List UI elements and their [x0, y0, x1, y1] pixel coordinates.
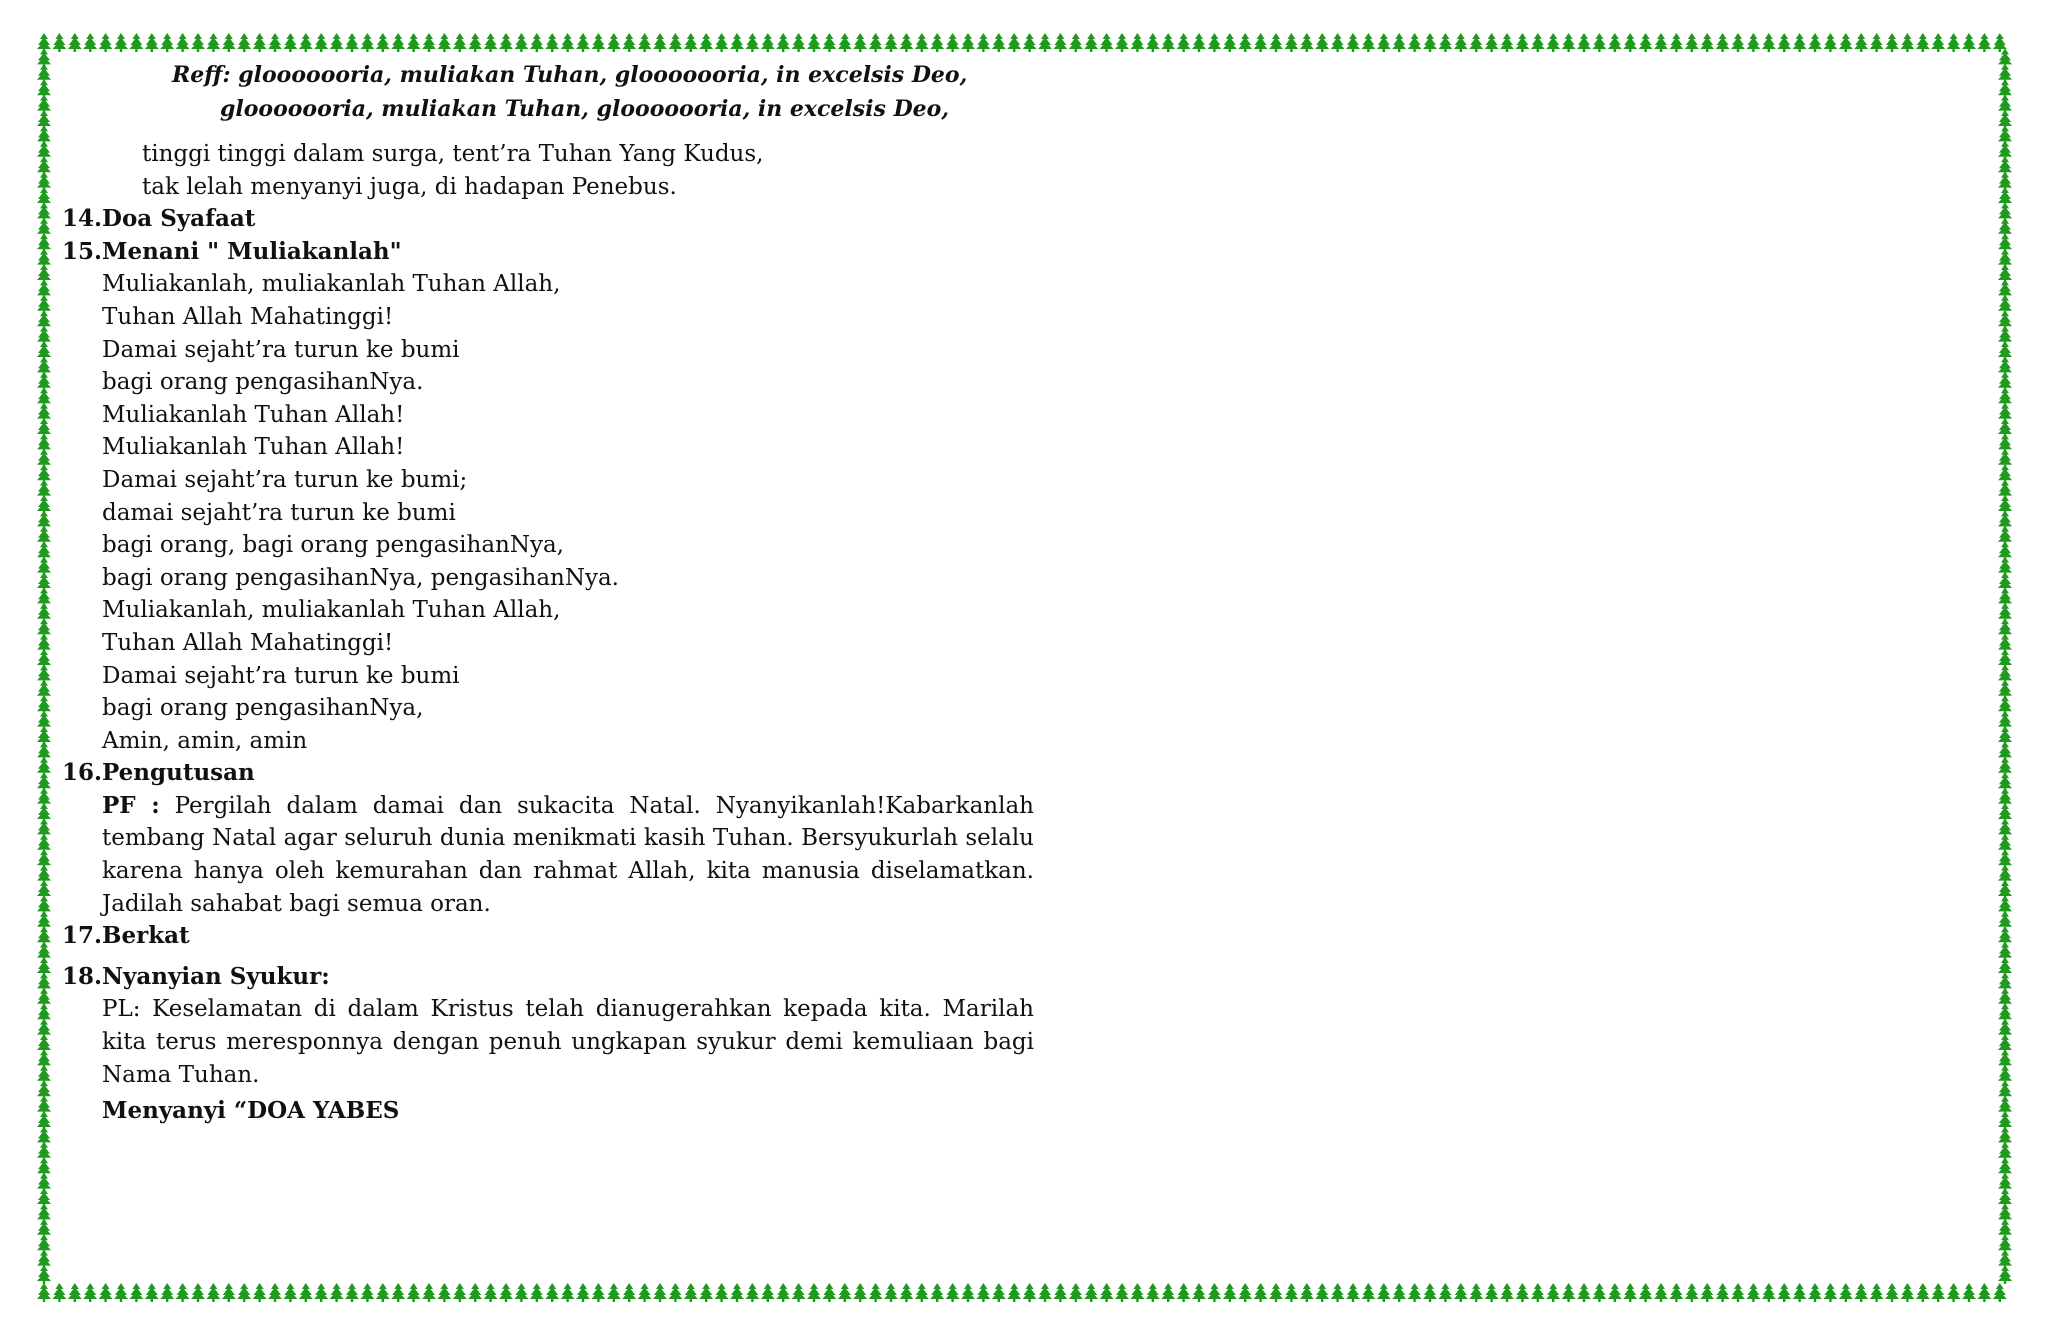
tree-icon [1916, 1283, 1930, 1302]
tree-icon [1053, 33, 1067, 52]
tree-icon [1808, 33, 1822, 52]
tree-icon [1223, 1283, 1237, 1302]
tree-icon [1700, 1283, 1714, 1302]
tree-icon [499, 1283, 513, 1302]
tree-icon [52, 1283, 66, 1302]
lyric-line: bagi orang pengasihanNya, pengasihanNya. [102, 564, 619, 591]
tree-icon [730, 1283, 744, 1302]
item-18-heading [62, 961, 1022, 994]
tree-icon [314, 1283, 328, 1302]
tree-icon [1562, 33, 1576, 52]
tree-icon [838, 33, 852, 52]
tree-icon [1577, 33, 1591, 52]
tree-icon [114, 1283, 128, 1302]
tree-icon [391, 33, 405, 52]
tree-icon [684, 33, 698, 52]
tree-icon [591, 33, 605, 52]
tree-icon [1546, 1283, 1560, 1302]
tree-icon [899, 1283, 913, 1302]
tree-icon [1007, 33, 1021, 52]
tree-icon [1885, 1283, 1899, 1302]
tree-icon [1115, 33, 1129, 52]
tree-icon [1423, 33, 1437, 52]
tree-icon [99, 1283, 113, 1302]
tree-icon [1300, 1283, 1314, 1302]
tree-icon [561, 1283, 575, 1302]
item-14-heading [62, 203, 1022, 236]
tree-icon [1438, 1283, 1452, 1302]
tree-icon [345, 1283, 359, 1302]
tree-icon [1592, 1283, 1606, 1302]
tree-icon [1269, 33, 1283, 52]
tree-icon [176, 33, 190, 52]
tree-icon [1839, 33, 1853, 52]
tree-icon [961, 1283, 975, 1302]
tree-icon [1500, 33, 1514, 52]
tree-icon [1608, 1283, 1622, 1302]
tree-icon [776, 33, 790, 52]
tree-icon [283, 33, 297, 52]
tree-icon [253, 33, 267, 52]
tree-icon [545, 1283, 559, 1302]
tree-icon [1192, 1283, 1206, 1302]
tree-icon [930, 1283, 944, 1302]
tree-icon [1069, 33, 1083, 52]
tree-icon [283, 1283, 297, 1302]
verse-line-2: tak lelah menyanyi juga, di hadapan Penebus. [142, 173, 677, 200]
tree-icon [1777, 33, 1791, 52]
tree-icon [607, 33, 621, 52]
lyric-line: damai sejaht’ra turun ke bumi [102, 499, 456, 526]
tree-icon [1315, 33, 1329, 52]
tree-icon [684, 1283, 698, 1302]
tree-icon [437, 1283, 451, 1302]
tree-icon [1423, 1283, 1437, 1302]
lyric-line: Muliakanlah Tuhan Allah! [102, 401, 405, 428]
tree-icon [853, 1283, 867, 1302]
tree-icon [453, 1283, 467, 1302]
tree-icon [160, 33, 174, 52]
tree-icon [1238, 1283, 1252, 1302]
refrain-block [62, 58, 1022, 126]
tree-icon [206, 33, 220, 52]
tree-icon [1100, 33, 1114, 52]
tree-icon [1038, 1283, 1052, 1302]
lyric-line: bagi orang pengasihanNya. [102, 369, 424, 396]
tree-icon [1839, 1283, 1853, 1302]
tree-icon [992, 33, 1006, 52]
tree-icon [699, 1283, 713, 1302]
tree-icon [1346, 33, 1360, 52]
tree-icon [1254, 1283, 1268, 1302]
tree-icon [1361, 1283, 1375, 1302]
tree-icon [1207, 1283, 1221, 1302]
tree-icon [1639, 1283, 1653, 1302]
tree-icon [869, 33, 883, 52]
tree-icon [792, 33, 806, 52]
tree-icon [1269, 1283, 1283, 1302]
tree-icon [1515, 1283, 1529, 1302]
tree-icon [792, 1283, 806, 1302]
tree-icon [1454, 1283, 1468, 1302]
document-page [62, 58, 1034, 1128]
tree-icon [1146, 33, 1160, 52]
tree-icon [1608, 33, 1622, 52]
tree-icon [761, 1283, 775, 1302]
tree-icon [299, 33, 313, 52]
tree-icon [330, 33, 344, 52]
tree-icon [453, 33, 467, 52]
tree-icon [1762, 1283, 1776, 1302]
tree-icon [576, 1283, 590, 1302]
lyric-line: Amin, amin, amin [102, 727, 308, 754]
tree-icon [1408, 33, 1422, 52]
tree-icon [68, 33, 82, 52]
tree-icon [360, 33, 374, 52]
lyric-line: Muliakanlah, muliakanlah Tuhan Allah, [102, 271, 561, 298]
tree-icon [1669, 33, 1683, 52]
tree-icon [1331, 33, 1345, 52]
tree-icon [622, 1283, 636, 1302]
tree-icon [191, 33, 205, 52]
tree-icon [822, 1283, 836, 1302]
tree-icon [715, 33, 729, 52]
tree-icon [1685, 33, 1699, 52]
tree-icon [514, 33, 528, 52]
tree-icon [1854, 33, 1868, 52]
tree-icon [561, 33, 575, 52]
tree-icon [1007, 1283, 1021, 1302]
tree-icon [268, 33, 282, 52]
tree-icon [1854, 1283, 1868, 1302]
tree-icon [884, 1283, 898, 1302]
tree-icon [715, 1283, 729, 1302]
tree-icon [899, 33, 913, 52]
tree-icon [1069, 1283, 1083, 1302]
tree-icon [1485, 33, 1499, 52]
item-17-title: Berkat [102, 922, 190, 950]
tree-icon [1177, 1283, 1191, 1302]
tree-icon [638, 33, 652, 52]
tree-icon [1962, 33, 1976, 52]
item-18-number: 18. [62, 962, 103, 990]
item-14-number: 14. [62, 205, 103, 233]
tree-icon [330, 1283, 344, 1302]
tree-icon [83, 33, 97, 52]
tree-icon [976, 1283, 990, 1302]
tree-icon [1115, 1283, 1129, 1302]
tree-icon [976, 33, 990, 52]
tree-icon [653, 33, 667, 52]
tree-icon [1731, 1283, 1745, 1302]
tree-icon [1823, 33, 1837, 52]
item-14-title: Doa Syafaat [102, 205, 256, 233]
tree-icon [145, 1283, 159, 1302]
tree-icon [1885, 33, 1899, 52]
tree-icon [407, 33, 421, 52]
tree-icon [1146, 1283, 1160, 1302]
lyric-line: Damai sejaht’ra turun ke bumi [102, 662, 460, 689]
tree-icon [1669, 1283, 1683, 1302]
item-15-number: 15. [62, 237, 103, 265]
tree-icon [946, 1283, 960, 1302]
tree-icon [1207, 33, 1221, 52]
tree-icon [376, 1283, 390, 1302]
tree-icon [607, 1283, 621, 1302]
tree-icon [422, 33, 436, 52]
tree-icon [1284, 33, 1298, 52]
tree-icon [1130, 33, 1144, 52]
tree-icon [1993, 1283, 2007, 1302]
tree-icon [807, 33, 821, 52]
tree-icon [299, 1283, 313, 1302]
tree-icon [129, 33, 143, 52]
tree-icon [1346, 1283, 1360, 1302]
lyric-line: Muliakanlah, muliakanlah Tuhan Allah, [102, 597, 561, 624]
tree-icon [591, 1283, 605, 1302]
tree-icon [253, 1283, 267, 1302]
tree-icon [222, 1283, 236, 1302]
item-18-paragraph: PL: Keselamatan di dalam Kristus telah dianugerahkan kepada kita. Marilah kita terus meresponnya dengan penuh ungkapan syukur demi kemuliaan bagi Nama Tuhan. [102, 996, 1034, 1088]
tree-icon [745, 1283, 759, 1302]
tree-icon [1392, 1283, 1406, 1302]
tree-icon [915, 1283, 929, 1302]
tree-icon [37, 1265, 51, 1284]
lyric-line: bagi orang pengasihanNya, [102, 695, 424, 722]
tree-icon [1685, 1283, 1699, 1302]
tree-icon [83, 1283, 97, 1302]
tree-icon [1746, 33, 1760, 52]
tree-icon [1823, 1283, 1837, 1302]
tree-icon [1546, 33, 1560, 52]
tree-icon [514, 1283, 528, 1302]
item-16-number: 16. [62, 759, 103, 787]
tree-icon [992, 1283, 1006, 1302]
verse-line-1: tinggi tinggi dalam surga, tent’ra Tuhan Yang Kudus, [142, 141, 764, 167]
tree-icon [1623, 33, 1637, 52]
lyric-line: Tuhan Allah Mahatinggi! [102, 303, 394, 330]
tree-icon [1977, 1283, 1991, 1302]
tree-icon [345, 33, 359, 52]
tree-icon [1500, 1283, 1514, 1302]
tree-icon [1377, 33, 1391, 52]
tree-icon [129, 1283, 143, 1302]
tree-icon [1130, 1283, 1144, 1302]
tree-icon [530, 1283, 544, 1302]
item-17-number: 17. [62, 922, 103, 950]
tree-icon [1870, 33, 1884, 52]
verse-block [142, 138, 1022, 203]
tree-icon [1808, 1283, 1822, 1302]
tree-icon [37, 1283, 51, 1302]
item-18-closing: Menyanyi “DOA YABES [102, 1097, 400, 1125]
tree-icon [946, 33, 960, 52]
item-17-heading [62, 920, 1022, 953]
tree-icon [1053, 1283, 1067, 1302]
tree-icon [176, 1283, 190, 1302]
tree-icon [437, 33, 451, 52]
tree-icon [1793, 33, 1807, 52]
tree-icon [1900, 33, 1914, 52]
item-16-heading [62, 757, 1022, 790]
tree-icon [1531, 1283, 1545, 1302]
tree-icon [1577, 1283, 1591, 1302]
tree-icon [1023, 1283, 1037, 1302]
tree-icon [145, 33, 159, 52]
tree-icon [776, 1283, 790, 1302]
pf-label: PF : [102, 791, 160, 819]
tree-icon [961, 33, 975, 52]
tree-icon [576, 33, 590, 52]
tree-icon [1392, 33, 1406, 52]
tree-icon [1916, 33, 1930, 52]
tree-icon [1777, 1283, 1791, 1302]
tree-icon [530, 33, 544, 52]
tree-icon [730, 33, 744, 52]
tree-icon [1592, 33, 1606, 52]
tree-icon [1438, 33, 1452, 52]
tree-icon [1654, 1283, 1668, 1302]
tree-icon [1284, 1283, 1298, 1302]
lyric-line: bagi orang, bagi orang pengasihanNya, [102, 532, 564, 559]
tree-icon [1947, 1283, 1961, 1302]
tree-icon [376, 33, 390, 52]
tree-icon [884, 33, 898, 52]
tree-icon [1361, 33, 1375, 52]
tree-icon [1300, 33, 1314, 52]
tree-icon [1716, 1283, 1730, 1302]
item-18-title: Nyanyian Syukur: [102, 962, 330, 990]
tree-icon [1331, 1283, 1345, 1302]
tree-icon [1223, 33, 1237, 52]
tree-icon [468, 1283, 482, 1302]
tree-icon [1084, 33, 1098, 52]
tree-icon [1161, 1283, 1175, 1302]
tree-icon [1531, 33, 1545, 52]
tree-icon [1177, 33, 1191, 52]
tree-icon [407, 1283, 421, 1302]
tree-icon [853, 33, 867, 52]
tree-icon [1469, 1283, 1483, 1302]
lyric-line: Damai sejaht’ra turun ke bumi; [102, 466, 468, 493]
tree-icon [869, 1283, 883, 1302]
tree-icon [1377, 1283, 1391, 1302]
tree-icon [638, 1283, 652, 1302]
tree-icon [314, 33, 328, 52]
tree-icon [761, 33, 775, 52]
refrain-line-1: Reff: glooooooria, muliakan Tuhan, glooooooria, in excelsis Deo, [172, 62, 968, 88]
tree-icon [1639, 33, 1653, 52]
tree-icon [822, 33, 836, 52]
tree-icon [484, 1283, 498, 1302]
tree-icon [915, 33, 929, 52]
tree-icon [360, 1283, 374, 1302]
lyric-line: Tuhan Allah Mahatinggi! [102, 629, 394, 656]
lyric-line: Muliakanlah Tuhan Allah! [102, 434, 405, 461]
tree-icon [1562, 1283, 1576, 1302]
tree-icon [1746, 1283, 1760, 1302]
tree-icon [668, 1283, 682, 1302]
tree-icon [699, 33, 713, 52]
tree-icon [1408, 1283, 1422, 1302]
refrain-line-2: glooooooria, muliakan Tuhan, glooooooria, in excelsis Deo, [220, 96, 949, 122]
tree-icon [668, 33, 682, 52]
tree-icon [1238, 33, 1252, 52]
lyric-line: Damai sejaht’ra turun ke bumi [102, 336, 460, 363]
tree-icon [99, 33, 113, 52]
tree-icon [1023, 33, 1037, 52]
tree-icon [1254, 33, 1268, 52]
tree-icon [807, 1283, 821, 1302]
tree-icon [1998, 1265, 2012, 1284]
tree-icon [1485, 1283, 1499, 1302]
tree-icon [838, 1283, 852, 1302]
item-15-lyrics [102, 268, 1034, 757]
tree-icon [1931, 1283, 1945, 1302]
tree-icon [1100, 1283, 1114, 1302]
tree-icon [622, 33, 636, 52]
tree-icon [545, 33, 559, 52]
tree-icon [68, 1283, 82, 1302]
tree-icon [1716, 33, 1730, 52]
item-16-title: Pengutusan [102, 759, 255, 787]
tree-icon [422, 1283, 436, 1302]
item-15-heading [62, 236, 1022, 269]
tree-icon [1192, 33, 1206, 52]
tree-icon [52, 33, 66, 52]
tree-icon [160, 1283, 174, 1302]
item-16-paragraph [102, 790, 1034, 920]
tree-icon [191, 1283, 205, 1302]
tree-icon [1515, 33, 1529, 52]
item-15-title: Menani " Muliakanlah" [102, 237, 402, 265]
tree-icon [1962, 1283, 1976, 1302]
tree-icon [1623, 1283, 1637, 1302]
tree-icon [1762, 33, 1776, 52]
tree-icon [468, 33, 482, 52]
tree-icon [745, 33, 759, 52]
tree-icon [391, 1283, 405, 1302]
tree-icon [1469, 33, 1483, 52]
tree-icon [930, 33, 944, 52]
tree-icon [1931, 33, 1945, 52]
tree-icon [1161, 33, 1175, 52]
tree-icon [1900, 1283, 1914, 1302]
tree-icon [1700, 33, 1714, 52]
tree-icon [484, 33, 498, 52]
tree-icon [1315, 1283, 1329, 1302]
tree-icon [653, 1283, 667, 1302]
tree-icon [1947, 33, 1961, 52]
tree-icon [237, 33, 251, 52]
tree-icon [1084, 1283, 1098, 1302]
tree-icon [206, 1283, 220, 1302]
tree-icon [1454, 33, 1468, 52]
tree-icon [114, 33, 128, 52]
tree-icon [222, 33, 236, 52]
tree-icon [1038, 33, 1052, 52]
tree-icon [1870, 1283, 1884, 1302]
tree-icon [1793, 1283, 1807, 1302]
tree-icon [1731, 33, 1745, 52]
tree-icon [1654, 33, 1668, 52]
tree-icon [499, 33, 513, 52]
tree-icon [237, 1283, 251, 1302]
tree-icon [268, 1283, 282, 1302]
tree-icon [1977, 33, 1991, 52]
pf-text: Pergilah dalam damai dan sukacita Natal. Nyanyikanlah!Kabarkanlah tembang Natal agar seluruh dunia menikmati kasih Tuhan. Bersyukurlah selalu karena hanya oleh kemurahan dan rahmat Allah, kita manusia diselamatkan. Jadilah sahabat bagi semua oran. [102, 792, 1034, 917]
